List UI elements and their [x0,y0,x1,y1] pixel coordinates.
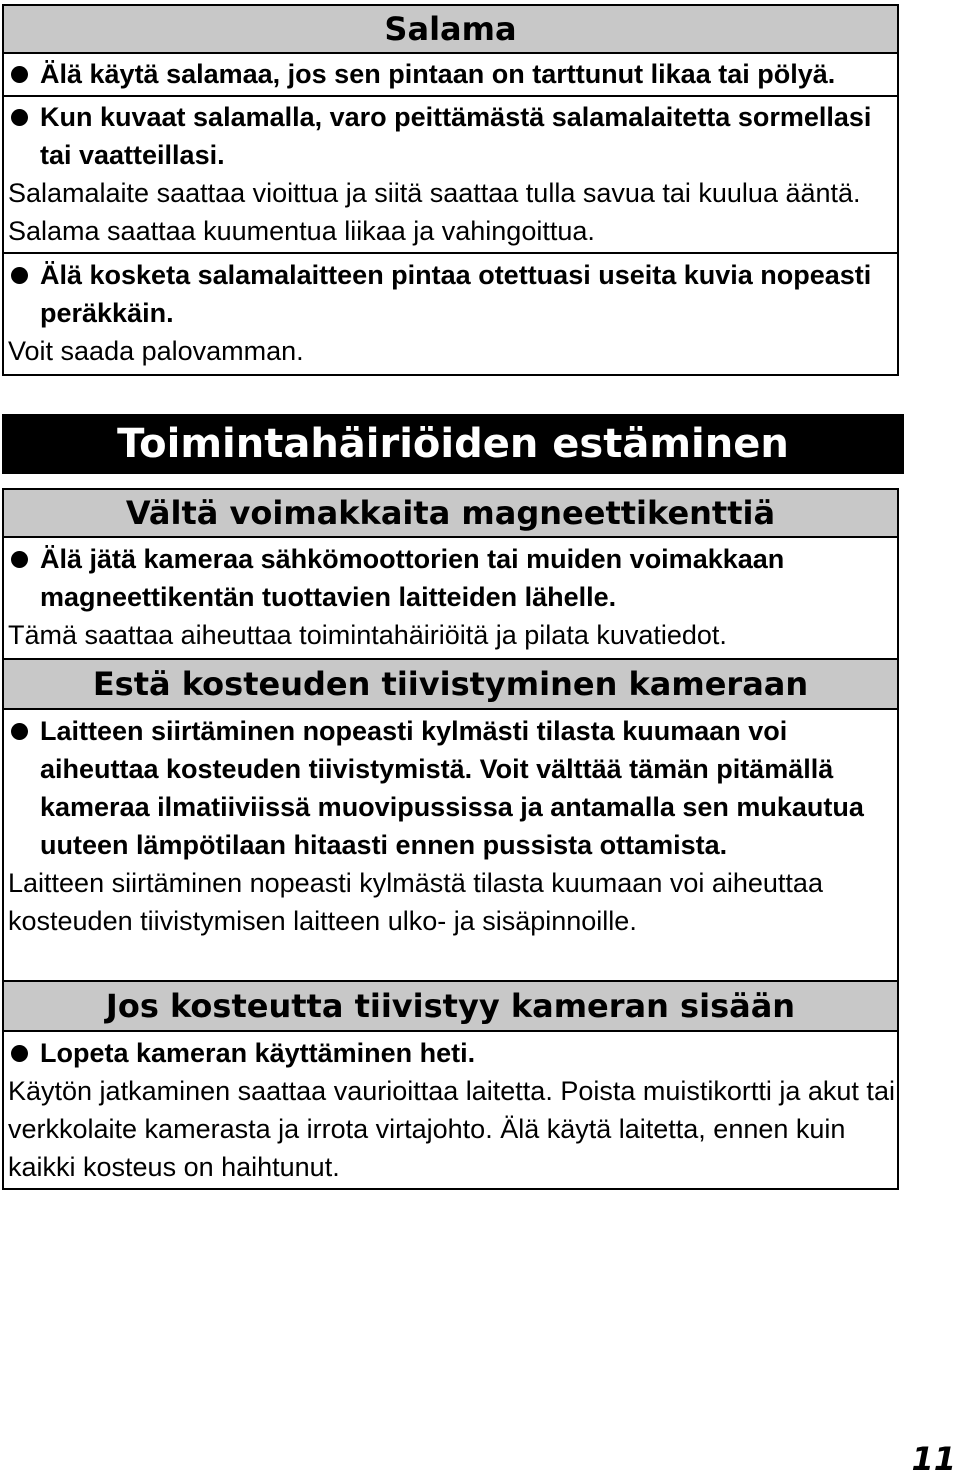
condensation-note: Laitteen siirtäminen nopeasti kylmästä tilasta kuumaan voi aiheuttaa kosteuden tiivistymisen laitteen ulko- ja sisäpinnoille. [8,868,823,936]
inside-section [2,980,899,1190]
page-number: 11 [911,1440,956,1478]
bullet-dot-icon [11,551,28,568]
magnetic-note: Tämä saattaa aiheuttaa toimintahäiriöitä ja pilata kuvatiedot. [8,620,727,650]
condensation-bullet [4,712,897,864]
bullet-dot-icon [11,1045,28,1062]
inside-bullet [4,1034,897,1072]
salama-bullet-1 [4,55,897,93]
condensation-section [2,658,899,982]
salama-note-2: Salamalaite saattaa vioittua ja siitä saattaa tulla savua tai kuulua ääntä. Salama saattaa kuumentua liikaa ja vahingoittua. [8,178,861,246]
salama-bullet-3 [4,256,897,332]
divider [4,252,897,254]
salama-note-3: Voit saada palovamman. [8,336,304,366]
bullet-dot-icon [11,723,28,740]
magnetic-heading: Vältä voimakkaita magneettikenttiä [4,490,897,538]
salama-bullet-2-text: Kun kuvaat salamalla, varo peittämästä salamalaitetta sormellasi tai vaatteillasi. [40,102,872,170]
bullet-dot-icon [11,66,28,83]
bullet-dot-icon [11,109,28,126]
salama-bullet-1-text: Älä käytä salamaa, jos sen pintaan on tarttunut likaa tai pölyä. [40,59,836,89]
magnetic-bullet [4,540,897,616]
magnetic-bullet-text: Älä jätä kameraa sähkömoottorien tai muiden voimakkaan magneettikentän tuottavien laitteiden lähelle. [40,544,785,612]
magnetic-section [2,488,899,660]
salama-bullet-2 [4,98,897,174]
condensation-heading: Estä kosteuden tiivistyminen kameraan [4,660,897,710]
salama-section [2,4,899,376]
main-title: Toimintahäiriöiden estäminen [2,414,904,474]
bullet-dot-icon [11,267,28,284]
inside-heading: Jos kosteutta tiivistyy kameran sisään [4,982,897,1032]
salama-heading: Salama [4,6,897,54]
inside-bullet-text: Lopeta kameran käyttäminen heti. [40,1038,476,1068]
condensation-bullet-text: Laitteen siirtäminen nopeasti kylmästi tilasta kuumaan voi aiheuttaa kosteuden tiivistymistä. Voit välttää tämän pitämällä kameraa ilmatiiviissä muovipussissa ja antamalla sen mukautua uuteen lämpötilaan hitaasti ennen pussista ottamista. [40,716,864,860]
inside-note: Käytön jatkaminen saattaa vaurioittaa laitetta. Poista muistikortti ja akut tai verkkolaite kamerasta ja irrota virtajohto. Älä käytä laitetta, ennen kuin kaikki kosteus on haihtunut. [8,1076,895,1182]
divider [4,95,897,97]
salama-bullet-3-text: Älä kosketa salamalaitteen pintaa otettuasi useita kuvia nopeasti peräkkäin. [40,260,872,328]
